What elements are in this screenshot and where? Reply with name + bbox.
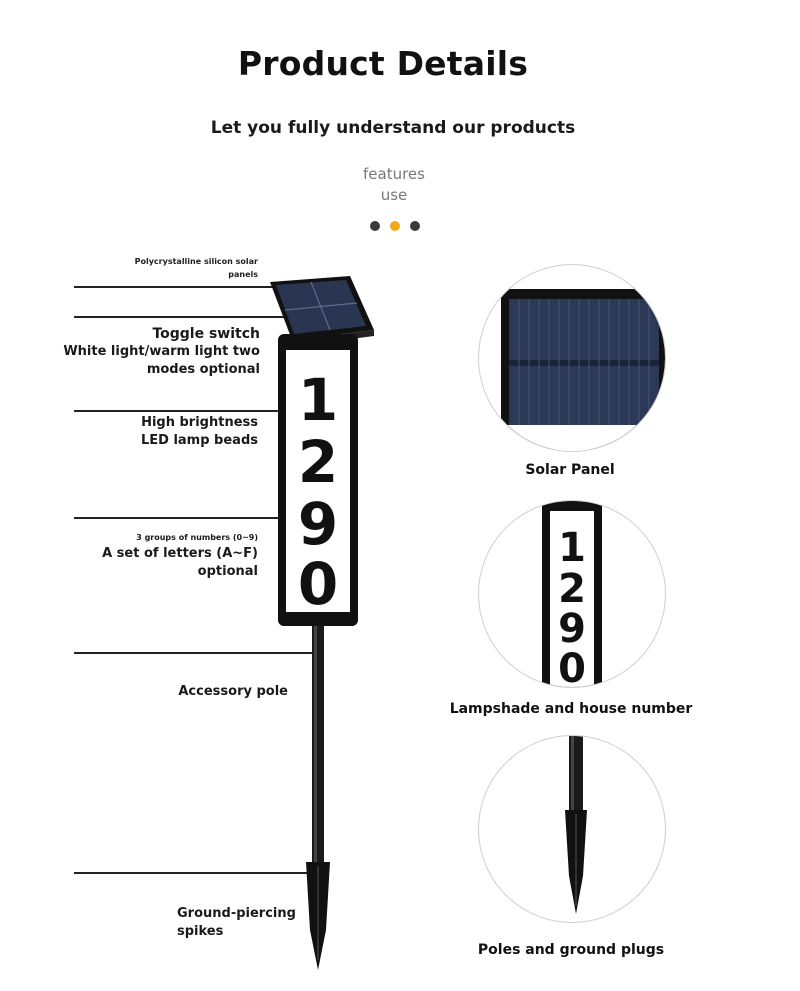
pole-spike-closeup-icon [479,736,665,922]
carousel-dots [366,221,426,233]
callout-pole-line1: Accessory pole [178,684,288,699]
callout-toggle-switch [40,325,260,379]
callout-led-line1: High brightness [141,415,258,430]
callout-numbers-line1: 3 groups of numbers (0~9) [136,533,258,542]
caption-pole-spike: Poles and ground plugs [477,942,665,958]
lampshade-body-icon [278,334,358,626]
sign-digit-3: 9 [297,490,339,558]
sign-digit-2: 2 [297,428,339,496]
callout-solar-line1: Polycrystalline silicon solar [134,257,258,266]
callout-spike-line2: spikes [177,924,224,939]
page-title: Product Details [237,44,529,83]
solar-panel-closeup [478,264,666,452]
callout-led-beads [60,414,258,450]
callout-switch-line3: modes optional [146,362,260,377]
callout-number-groups [60,531,258,581]
closeup-digit-2: 2 [558,566,586,612]
callout-switch-line1: Toggle switch [152,326,260,342]
features-label: features [363,165,425,183]
sign-digit-4: 0 [297,550,339,618]
callout-line-switch [74,316,292,318]
carousel-dot-2[interactable] [390,221,400,231]
page-subtitle: Let you fully understand our products [210,118,576,138]
pole-spike-closeup [478,735,666,923]
caption-lampshade: Lampshade and house number [449,701,693,717]
closeup-digit-1: 1 [558,525,586,571]
closeup-digit-3: 9 [558,606,586,652]
ground-spike-icon [306,862,330,970]
features-tab-label[interactable] [330,164,458,206]
lampshade-closeup [478,500,666,688]
use-label: use [380,186,408,204]
callout-spike-line1: Ground-piercing [177,906,296,921]
callout-numbers-line2: A set of letters (A~F) [102,546,258,561]
lampshade-closeup-icon [479,501,665,687]
solar-panel-closeup-icon [479,265,665,451]
sign-digit-1: 1 [297,366,339,434]
caption-solar-panel: Solar Panel [525,462,615,478]
callout-switch-line2: White light/warm light two [63,344,260,359]
callout-solar-panels [60,255,258,281]
closeup-digit-4: 0 [558,646,586,687]
pole-icon [312,626,324,866]
carousel-dot-3[interactable] [410,221,420,231]
callout-solar-line2: panels [228,270,258,279]
callout-line-solar [74,286,292,288]
callout-led-line2: LED lamp beads [140,433,258,448]
house-number-light-illustration [262,270,382,975]
carousel-dot-1[interactable] [370,221,380,231]
callout-numbers-line3: optional [197,564,258,579]
